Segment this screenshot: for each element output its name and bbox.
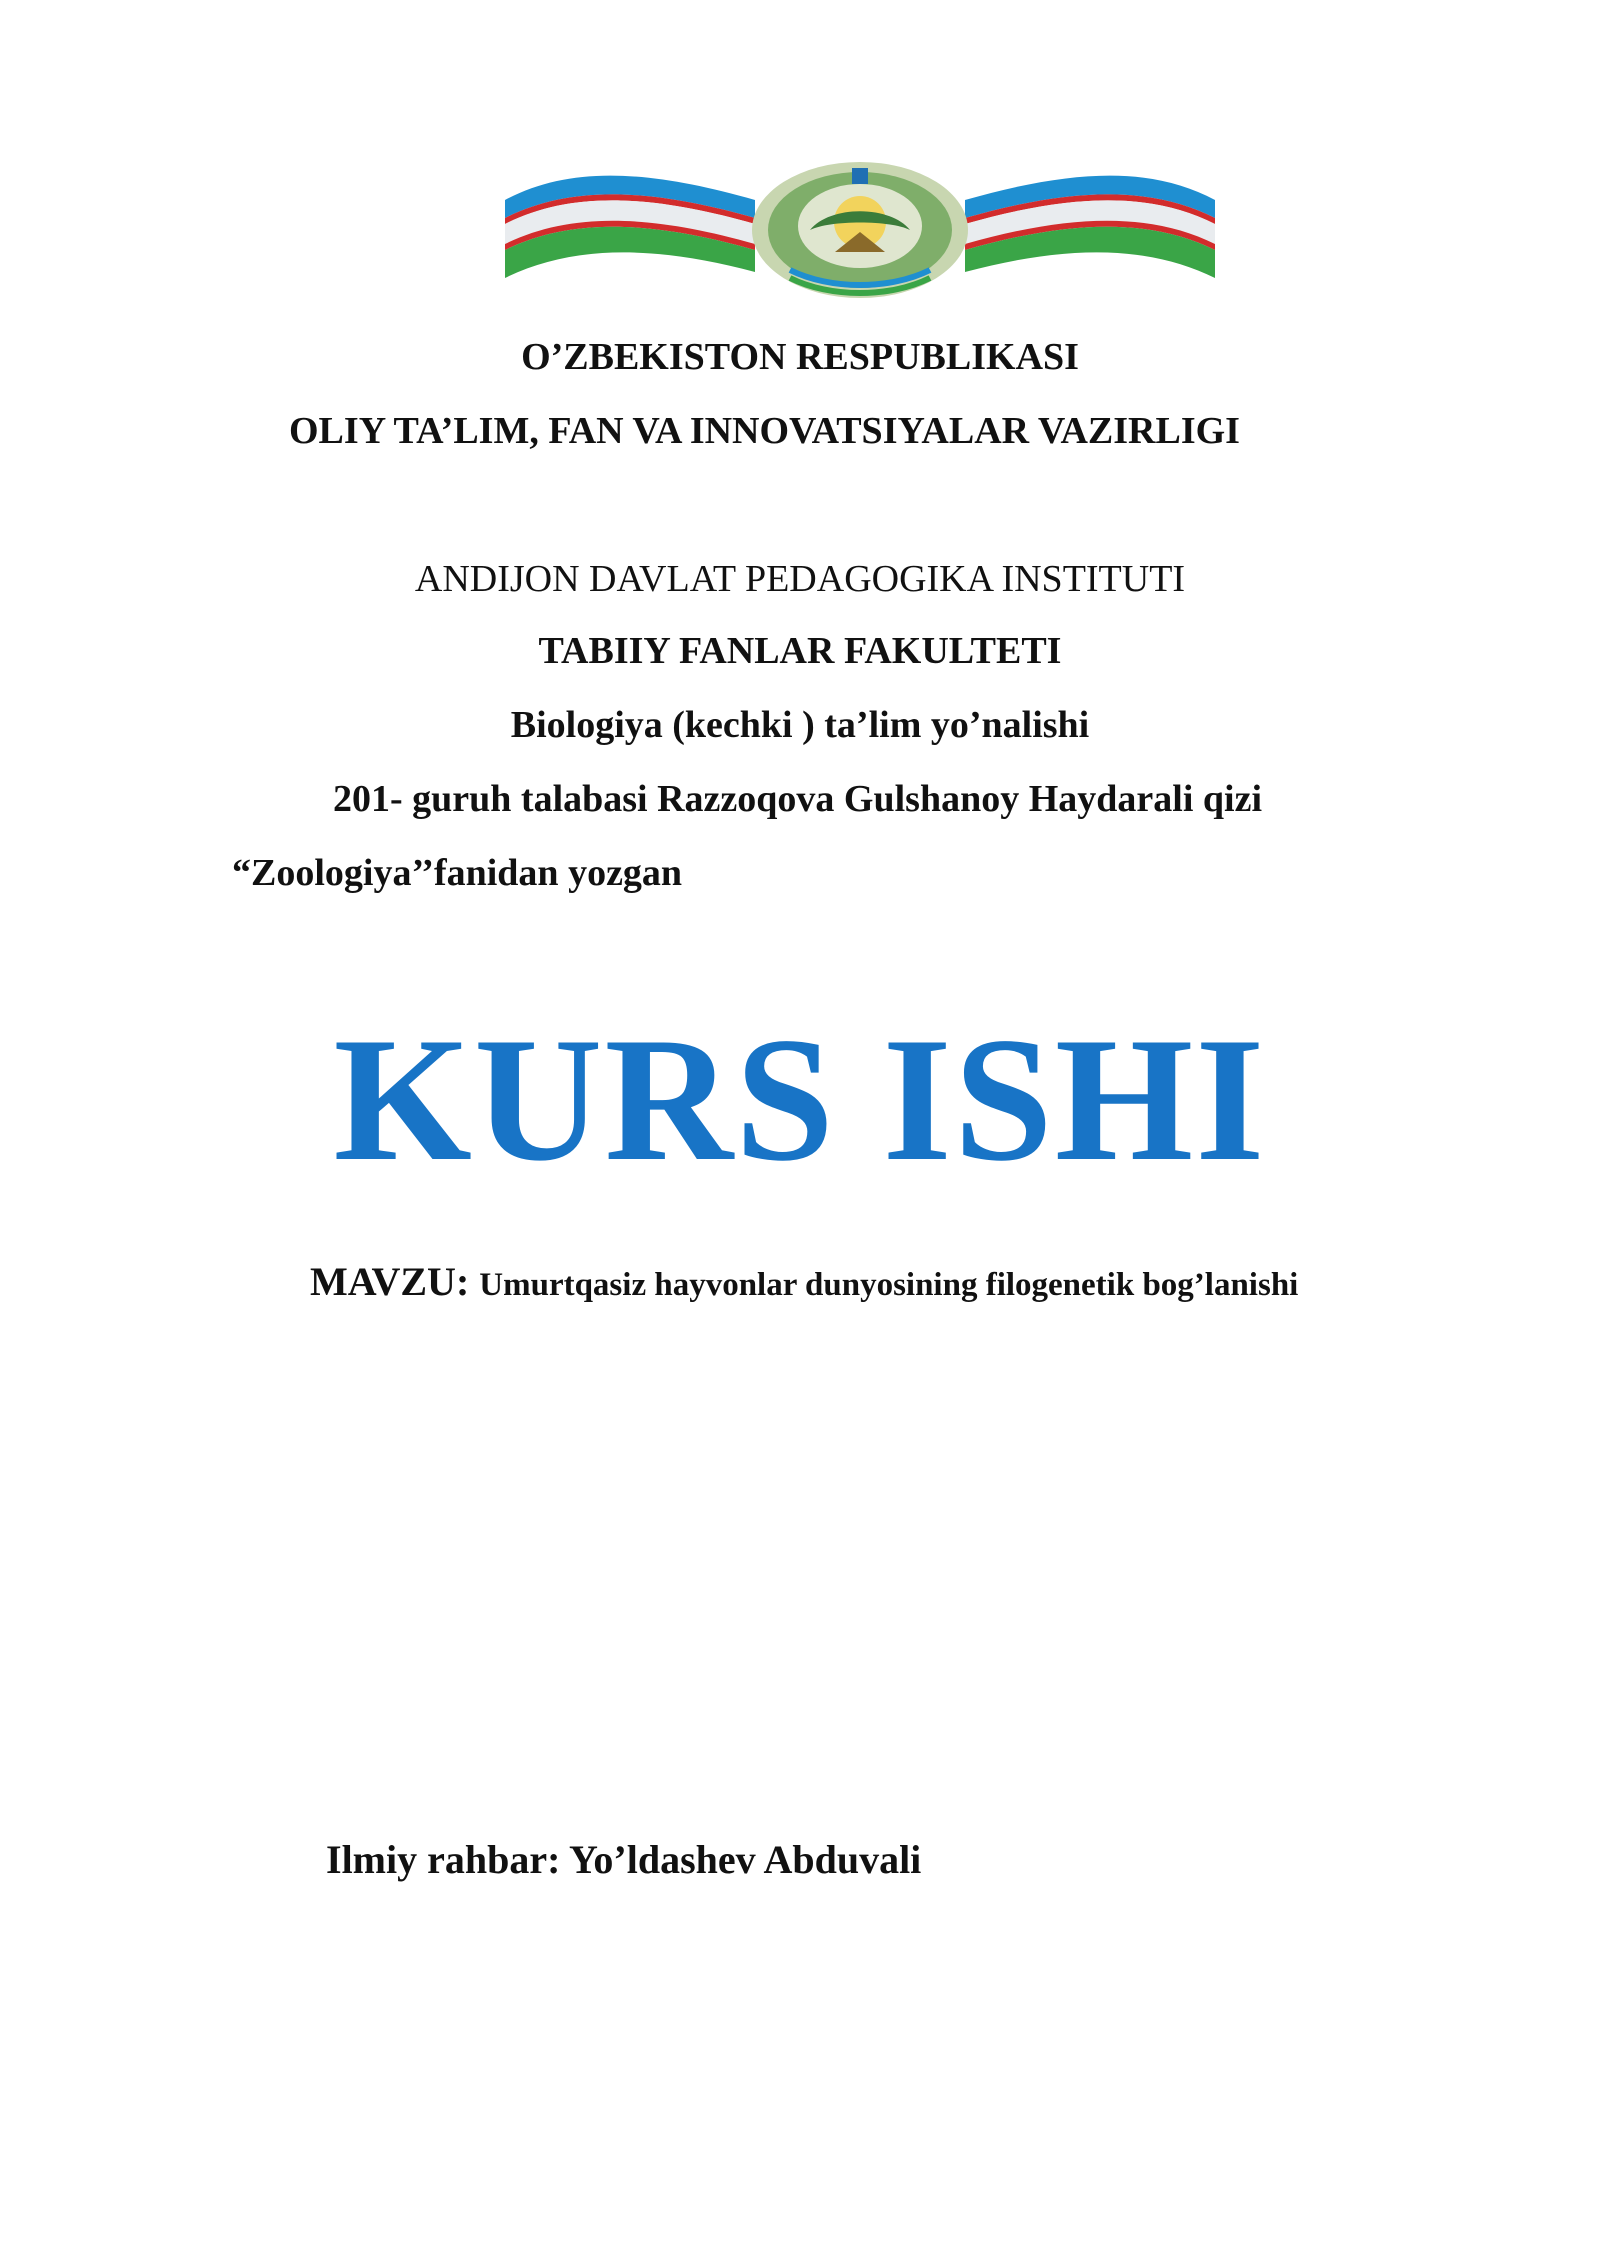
- flag-ribbon-left: [505, 176, 755, 278]
- state-emblem-center: [752, 162, 968, 298]
- topic-label: MAVZU:: [310, 1259, 470, 1304]
- scientific-advisor: Ilmiy rahbar: Yo’ldashev Abduvali: [326, 1837, 922, 1882]
- institute-name: ANDIJON DAVLAT PEDAGOGIKA INSTITUTI: [414, 558, 1186, 600]
- uzbekistan-emblem-ribbon-icon: [500, 160, 1220, 300]
- flag-ribbon-right: [965, 176, 1215, 278]
- subject-line: “Zoologiya’’fanidan yozgan: [232, 852, 683, 894]
- ministry-name: OLIY TA’LIM, FAN VA INNOVATSIYALAR VAZIRLIGI: [289, 410, 1240, 452]
- document-title: KURS ISHI: [333, 1000, 1267, 1198]
- study-direction: Biologiya (kechki ) ta’lim yo’nalishi: [510, 704, 1090, 746]
- faculty-name: TABIIY FANLAR FAKULTETI: [538, 630, 1062, 672]
- student-info: 201- guruh talabasi Razzoqova Gulshanoy Haydarali qizi: [333, 778, 1263, 820]
- topic-line: [310, 1258, 1298, 1305]
- topic-text: Umurtqasiz hayvonlar dunyosining filogenetik bog’lanishi: [479, 1267, 1299, 1303]
- country-name: O’ZBEKISTON RESPUBLIKASI: [521, 336, 1079, 378]
